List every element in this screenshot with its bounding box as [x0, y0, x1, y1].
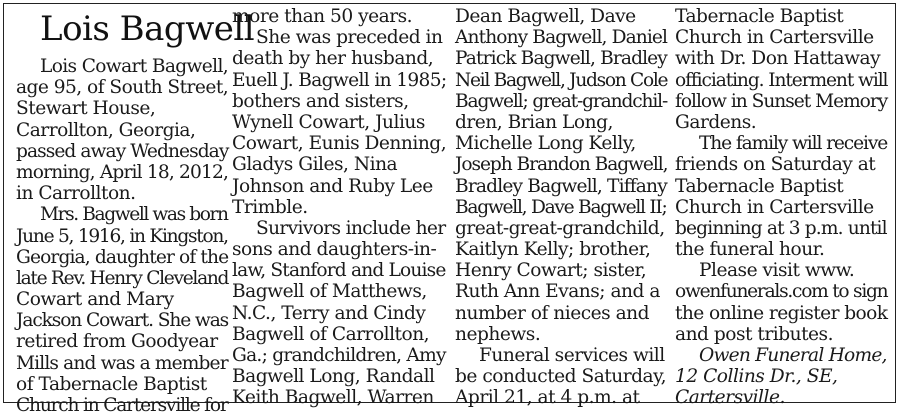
- text-line: Ga.; grandchildren, Amy: [232, 345, 446, 366]
- text-line: Bagwell of Matthews,: [232, 281, 427, 303]
- text-line: Joseph Brandon Bagwell,: [455, 154, 668, 176]
- text-line: Dean Bagwell, Dave: [455, 6, 636, 27]
- text-line: 12 Collins Dr., SE,: [675, 366, 838, 388]
- text-line: more than 50 years.: [232, 6, 413, 27]
- text-line: the online register book: [675, 302, 888, 324]
- text-line: Bradley Bagwell, Tiffany: [455, 175, 667, 197]
- text-line: morning, April 18, 2012,: [16, 161, 229, 183]
- text-line: Ruth Ann Evans; and a: [455, 281, 660, 303]
- text-line: Mills and was a member: [16, 352, 228, 374]
- text-line: the funeral hour.: [675, 239, 825, 261]
- text-line: Jackson Cowart. She was: [16, 310, 229, 332]
- text-line: Keith Bagwell, Warren: [232, 387, 434, 409]
- text-line: Carrollton, Georgia,: [16, 119, 196, 141]
- text-line: owenfunerals.com to sign: [675, 281, 888, 303]
- text-line: death by her husband,: [232, 48, 434, 70]
- text-line: N.C., Terry and Cindy: [232, 302, 426, 324]
- text-line: of Tabernacle Baptist: [16, 373, 207, 395]
- text-line: Tabernacle Baptist: [675, 6, 844, 27]
- text-line: passed away Wednesday: [16, 140, 229, 162]
- text-column-1: [16, 56, 228, 416]
- text-line: Church in Cartersville: [675, 196, 874, 218]
- text-line: law, Stanford and Louise: [232, 260, 446, 282]
- text-line: age 95, of South Street,: [16, 77, 229, 99]
- text-line: Johnson and Ruby Lee: [232, 175, 433, 197]
- text-line: officiating. Interment will: [675, 69, 888, 91]
- text-line: Cowart and Mary: [16, 289, 174, 311]
- text-line: friends on Saturday at: [675, 154, 876, 176]
- text-line: dren, Brian Long,: [455, 111, 613, 133]
- text-line: June 5, 1916, in Kingston,: [16, 225, 228, 247]
- text-line: Euell J. Bagwell in 1985;: [232, 69, 447, 91]
- text-line: She was preceded in: [256, 27, 443, 49]
- text-line: retired from Goodyear: [16, 331, 218, 353]
- text-line: Bagwell, Dave Bagwell II;: [455, 196, 667, 218]
- text-line: April 21, at 4 p.m. at: [455, 387, 640, 409]
- text-line: Survivors include her: [256, 217, 446, 239]
- text-line: be conducted Saturday,: [455, 366, 667, 388]
- text-line: Anthony Bagwell, Daniel: [455, 27, 668, 49]
- text-line: Henry Cowart; sister,: [455, 260, 647, 282]
- text-line: bothers and sisters,: [232, 90, 409, 112]
- text-line: Gardens.: [675, 111, 757, 133]
- text-line: Bagwell; great-grandchil-: [455, 90, 668, 112]
- text-line: Lois Cowart Bagwell,: [40, 56, 229, 77]
- text-line: The family will receive: [699, 133, 888, 155]
- text-line: follow in Sunset Memory: [675, 90, 888, 112]
- text-line: Tabernacle Baptist: [675, 175, 844, 197]
- text-line: Wynell Cowart, Julius: [232, 111, 425, 133]
- text-line: number of nieces and: [455, 302, 650, 324]
- text-line: and post tributes.: [675, 323, 834, 345]
- text-line: Church in Cartersville: [675, 27, 874, 49]
- text-line: beginning at 3 p.m. until: [675, 217, 887, 239]
- text-line: Patrick Bagwell, Bradley: [455, 48, 667, 70]
- text-line: with Dr. Don Hattaway: [675, 48, 881, 70]
- text-column-4: [675, 6, 887, 409]
- text-line: great-great-grandchild,: [455, 217, 665, 239]
- text-line: Kaitlyn Kelly; brother,: [455, 239, 651, 261]
- text-line: late Rev. Henry Cleveland: [16, 267, 229, 289]
- text-line: Bagwell of Carrollton,: [232, 323, 430, 345]
- text-line: Church in Cartersville for: [16, 395, 228, 416]
- text-line: Please visit www.: [699, 260, 855, 282]
- text-line: Neil Bagwell, Judson Cole: [455, 69, 668, 91]
- text-line: nephews.: [455, 323, 541, 345]
- obituary-title: Lois Bagwell: [40, 9, 255, 49]
- text-line: Georgia, daughter of the: [16, 246, 229, 268]
- text-line: Gladys Giles, Nina: [232, 154, 398, 176]
- text-line: Cowart, Eunis Denning,: [232, 133, 447, 155]
- text-line: Trimble.: [232, 196, 308, 218]
- text-line: Mrs. Bagwell was born: [40, 204, 228, 226]
- text-line: sons and daughters-in-: [232, 239, 437, 261]
- text-line: Cartersville.: [675, 387, 785, 409]
- text-line: in Carrollton.: [16, 183, 136, 205]
- text-line: Bagwell Long, Randall: [232, 366, 435, 388]
- text-line: Stewart House,: [16, 98, 156, 120]
- text-line: Michelle Long Kelly,: [455, 133, 636, 155]
- text-line: Owen Funeral Home,: [699, 345, 887, 366]
- text-column-2: [232, 6, 446, 409]
- text-column-3: [455, 6, 667, 409]
- text-line: Funeral services will: [479, 345, 665, 366]
